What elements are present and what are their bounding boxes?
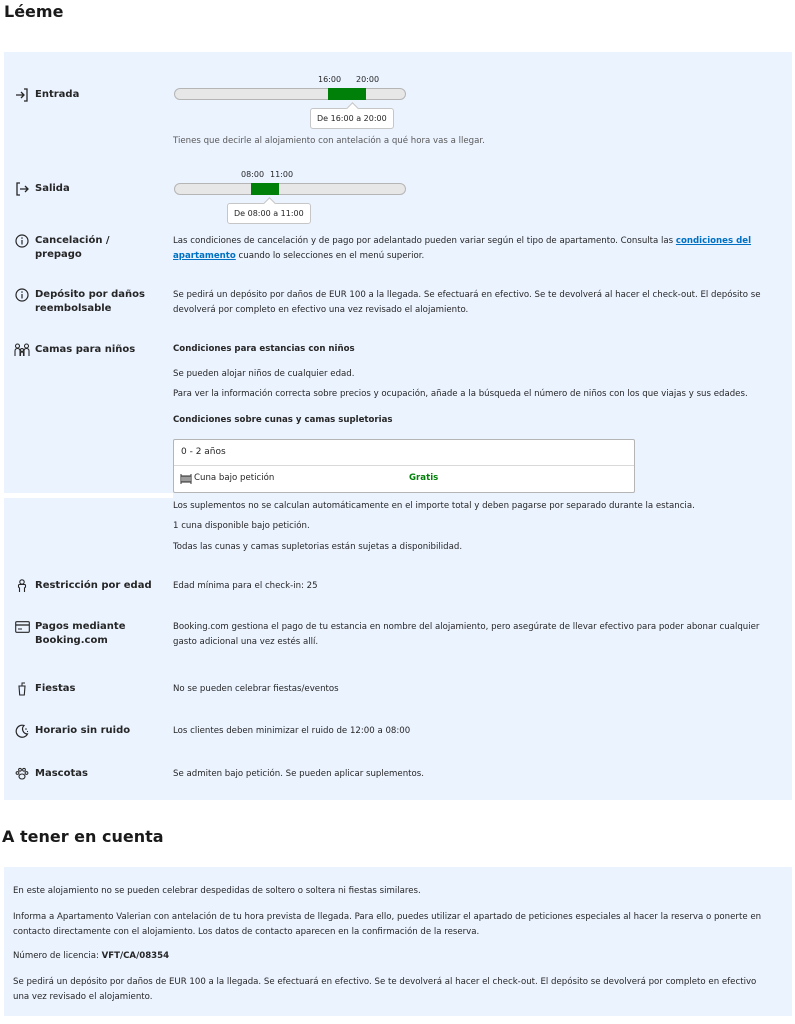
license-label: Número de licencia:: [13, 951, 99, 961]
moon-icon: [13, 724, 31, 738]
credit-card-icon: [13, 620, 31, 634]
age-row: [13, 579, 152, 593]
quiet-row: [13, 724, 130, 738]
checkout-start-tick: 08:00: [241, 170, 265, 179]
payments-label-2: Booking.com: [35, 635, 108, 646]
checkin-row: [13, 88, 79, 102]
quiet-label: Horario sin ruido: [35, 725, 131, 736]
crib-price: Gratis: [409, 473, 439, 483]
notes-p1: En este alojamiento no se pueden celebrar despedidas de soltero o soltera ni fiestas similares.: [13, 886, 421, 896]
parties-label: Fiestas: [35, 683, 76, 694]
house-rules-panel: [4, 52, 792, 800]
deposit-text: Se pedirá un depósito por daños de EUR 100 a la llegada. Se efectuará en efectivo. Se te devolverá al hacer el check-out. El depósito se devolverá por completo en efectivo una vez revisado el alojamiento.: [173, 290, 761, 315]
info-icon: [13, 234, 31, 248]
children-note2: 1 cuna disponible bajo petición.: [173, 521, 310, 531]
deposit-label-1: Depósito por daños: [35, 289, 145, 300]
crib-row: [174, 466, 634, 492]
license-number: VFT/CA/08354: [101, 951, 170, 961]
sign-out-icon: [13, 182, 31, 196]
notes-p2: Informa a Apartamento Valerian con antelación de tu hora prevista de llegada. Para ello, puedes utilizar el apartado de peticiones especiales al hacer la reserva o ponerte en contacto directamente con el alojamiento. Los datos de contacto aparecen en la confirmación de la reserva.: [13, 912, 762, 937]
notes-p4: Se pedirá un depósito por daños de EUR 100 a la llegada. Se efectuará en efectivo. Se te devolverá al hacer el check-out. El depósito se devolverá por completo en efectivo una vez revisado el alojamiento.: [13, 977, 757, 1002]
cancellation-text: [173, 234, 773, 264]
checkin-label: Entrada: [35, 89, 80, 100]
crib-label: Cuna bajo petición: [194, 473, 275, 483]
cancellation-conditions-link[interactable]: condiciones del apartamento: [173, 236, 752, 261]
pets-label: Mascotas: [35, 768, 88, 779]
checkout-end-tick: 11:00: [270, 170, 294, 179]
children-note1: Los suplementos no se calculan automáticamente en el importe total y deben pagarse por separado durante la estancia.: [173, 501, 695, 511]
checkin-end-tick: 20:00: [356, 75, 380, 84]
crib-icon: [180, 473, 192, 484]
checkout-row: [13, 182, 70, 196]
crib-table: [173, 439, 635, 493]
parties-text: No se pueden celebrar fiestas/eventos: [173, 684, 339, 694]
age-text: Edad mínima para el check-in: 25: [173, 581, 318, 591]
parties-row: [13, 682, 75, 696]
page-title: Léeme: [4, 2, 64, 21]
family-icon: [13, 343, 31, 357]
children-row: [13, 343, 135, 357]
age-label: Restricción por edad: [35, 580, 152, 591]
children-heading: Condiciones para estancias con niños: [173, 344, 355, 354]
info-icon: [13, 288, 31, 302]
payments-text: Booking.com gestiona el pago de tu estancia en nombre del alojamiento, pero asegúrate de llevar efectivo para poder abonar cualquier gasto adicional una vez estés allí.: [173, 622, 760, 647]
pets-text: Se admiten bajo petición. Se pueden aplicar suplementos.: [173, 769, 424, 779]
children-line1: Se pueden alojar niños de cualquier edad.: [173, 369, 355, 379]
panel-divider: [0, 493, 173, 498]
deposit-row: [13, 288, 145, 316]
cancellation-label-1: Cancelación /: [35, 235, 110, 246]
children-note3: Todas las cunas y camas supletorias están sujetas a disponibilidad.: [173, 542, 463, 552]
payments-row: [13, 620, 126, 648]
crib-heading: Condiciones sobre cunas y camas supletorias: [173, 415, 393, 425]
checkout-label: Salida: [35, 183, 70, 194]
checkin-range-fill: [328, 88, 366, 100]
cancellation-body: Las condiciones de cancelación y de pago por adelantado pueden variar según el tipo de apartamento. Consulta las: [173, 236, 674, 246]
deposit-label-2: reembolsable: [35, 303, 112, 314]
cancellation-body-end: cuando lo selecciones en el menú superior.: [238, 251, 425, 261]
checkin-timeline: [174, 88, 406, 100]
children-line2: Para ver la información correcta sobre precios y ocupación, añade a la búsqueda el número de niños con los que viajas y sus edades.: [173, 389, 748, 399]
checkout-range-fill: [251, 183, 279, 195]
notes-license: [13, 949, 169, 964]
payments-label-1: Pagos mediante: [35, 621, 126, 632]
pets-row: [13, 767, 88, 781]
children-label: Camas para niños: [35, 344, 136, 355]
checkin-tooltip: De 16:00 a 20:00: [310, 108, 394, 129]
person-icon: [13, 579, 31, 593]
sign-in-icon: [13, 88, 31, 102]
checkin-start-tick: 16:00: [318, 75, 342, 84]
section-title: A tener en cuenta: [2, 827, 164, 846]
cancellation-row: [13, 234, 110, 262]
paw-icon: [13, 767, 31, 781]
checkout-tooltip: De 08:00 a 11:00: [227, 203, 311, 224]
cancellation-label-2: prepago: [35, 249, 82, 260]
drink-icon: [13, 682, 31, 696]
quiet-text: Los clientes deben minimizar el ruido de 12:00 a 08:00: [173, 726, 411, 736]
checkout-timeline: [174, 183, 406, 195]
crib-age-range: 0 - 2 años: [174, 440, 634, 466]
checkin-note: Tienes que decirle al alojamiento con antelación a qué hora vas a llegar.: [173, 136, 485, 146]
